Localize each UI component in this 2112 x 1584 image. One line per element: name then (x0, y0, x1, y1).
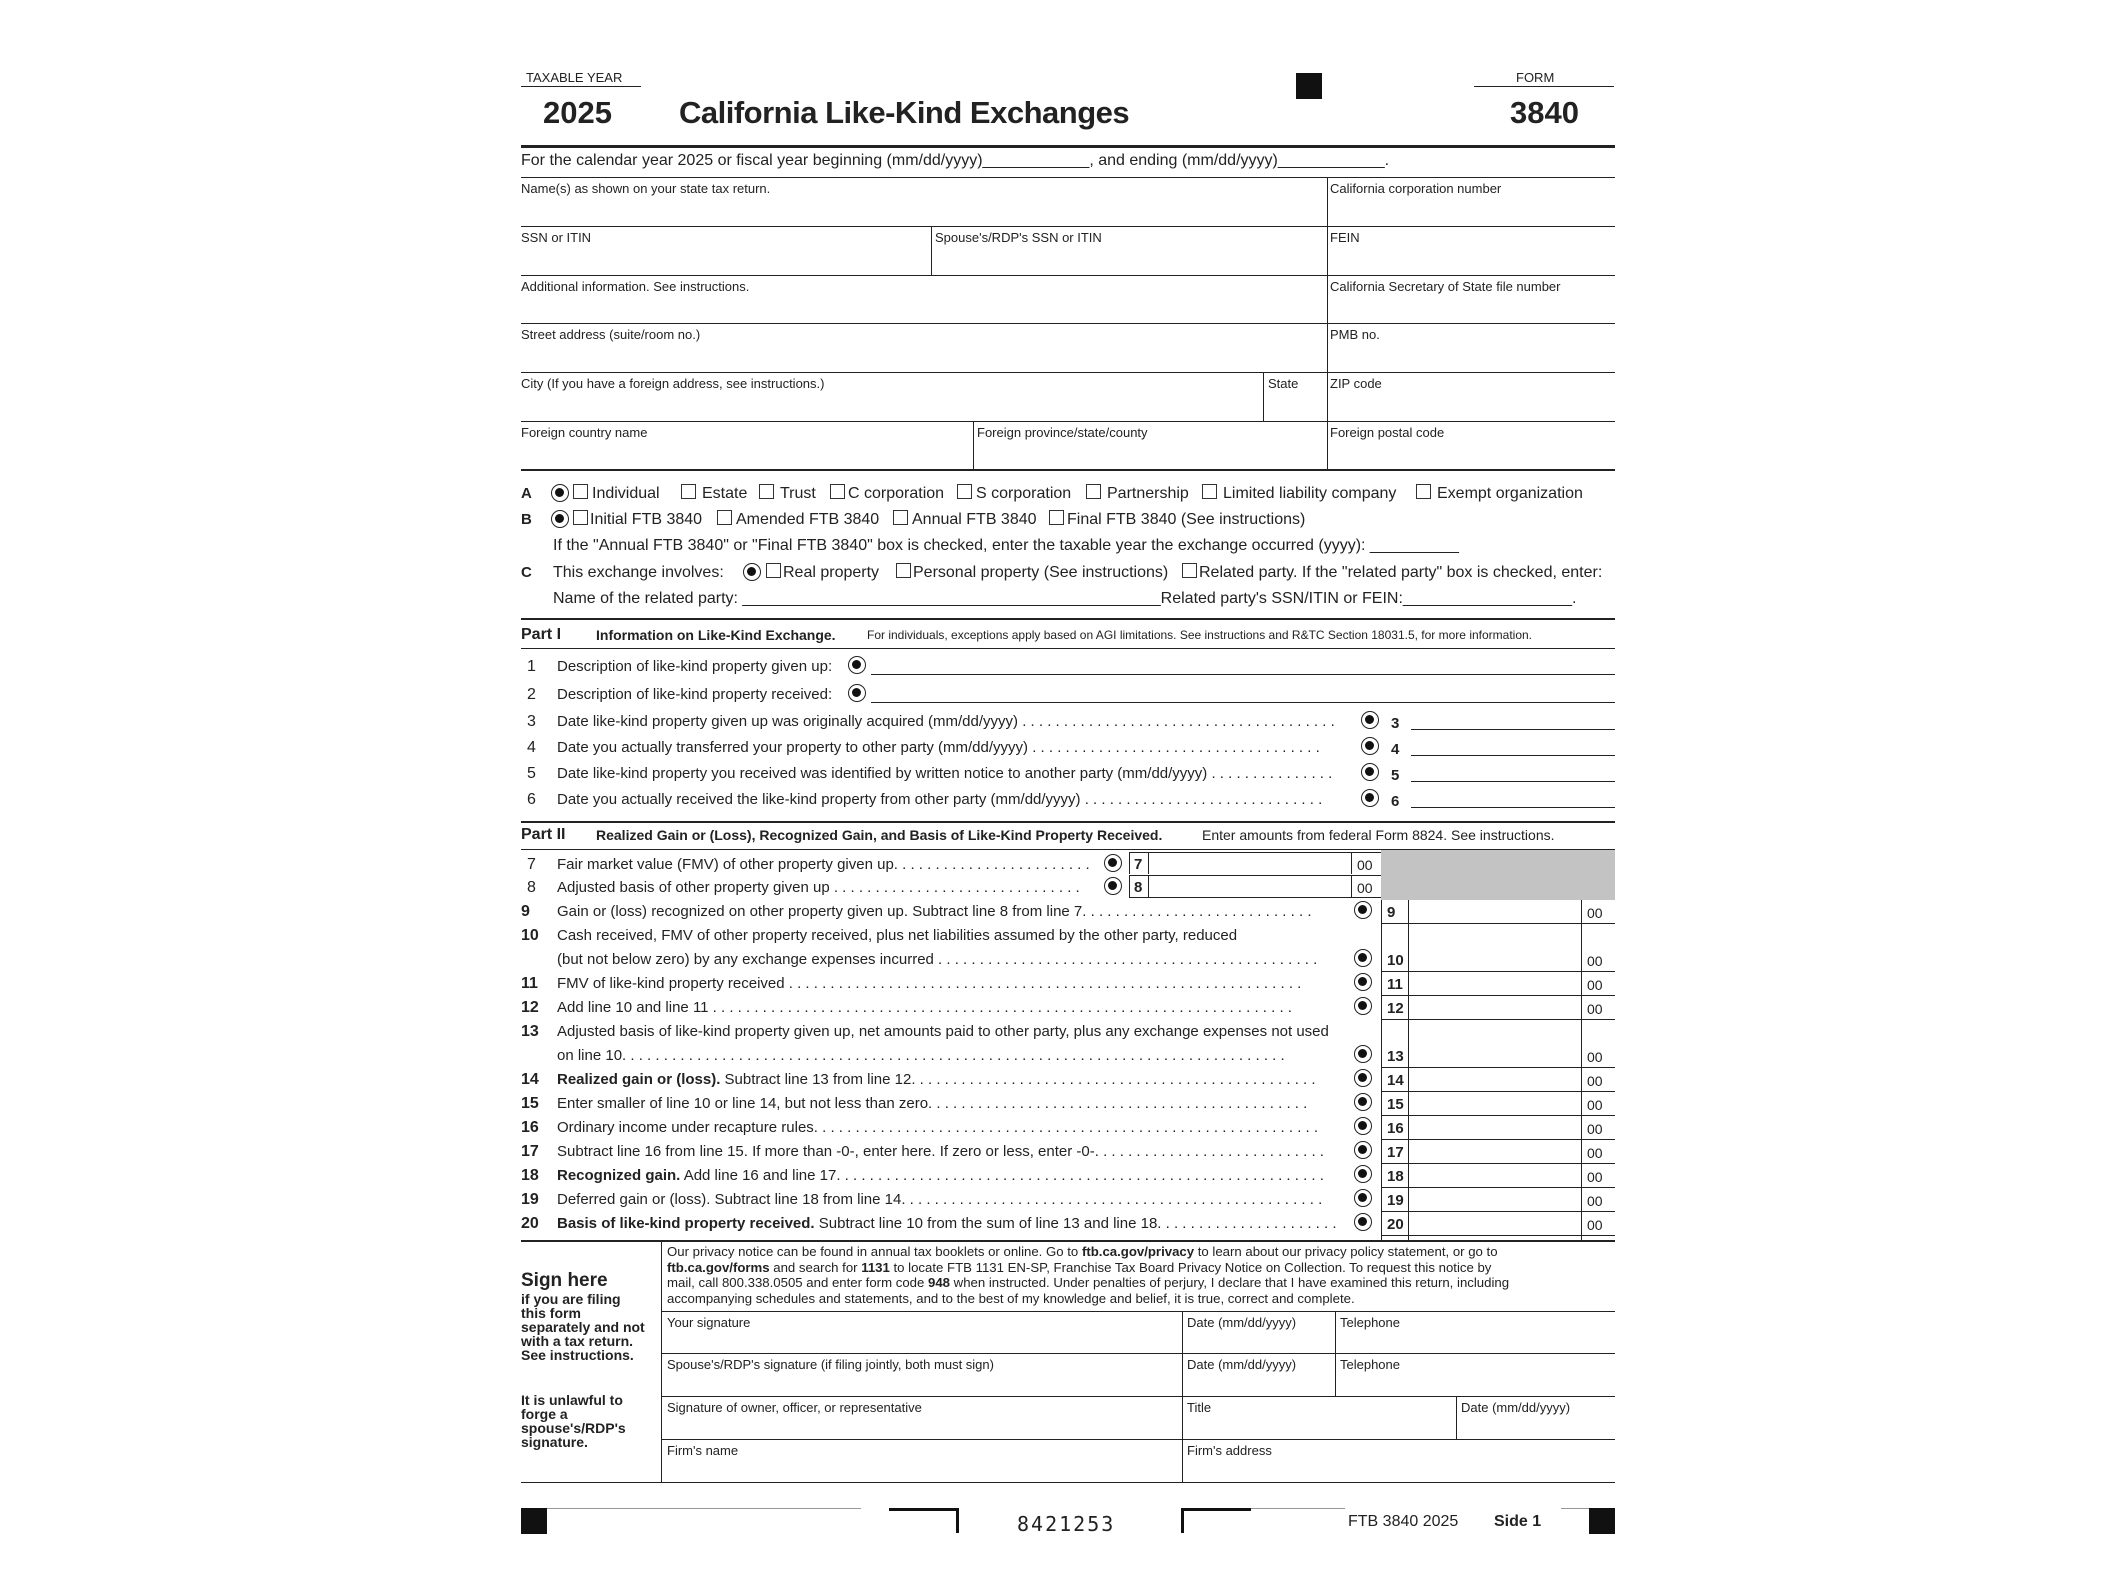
line-box-number: 8 (1134, 879, 1143, 896)
line-box-number: 18 (1387, 1168, 1404, 1185)
divider (521, 648, 1615, 649)
corner-mark (1181, 1508, 1251, 1533)
entry-bullet-icon (1354, 1189, 1372, 1207)
sign-here-heading: Sign here (521, 1270, 608, 1291)
annual-year-note[interactable]: If the "Annual FTB 3840" or "Final FTB 3840" box is checked, enter the taxable year the exchange occurred (yyyy): __________ (553, 537, 1459, 554)
line-box-number: 7 (1134, 856, 1143, 873)
line-bold-label: Recognized gain. (557, 1167, 681, 1184)
line-number: 16 (521, 1119, 539, 1136)
cents-value: 00 (1587, 1121, 1603, 1137)
entry-bullet-icon (1354, 1069, 1372, 1087)
option-estate: Estate (702, 485, 748, 502)
divider (1335, 1311, 1336, 1396)
line-box-number: 6 (1391, 793, 1400, 810)
entry-bullet-icon (1361, 711, 1379, 729)
forms-link[interactable]: ftb.ca.gov/forms (667, 1259, 770, 1275)
tax-year: 2025 (543, 95, 612, 130)
cents-value: 00 (1587, 1169, 1603, 1185)
exchange-involves-label: This exchange involves: (553, 564, 724, 581)
line-description: Subtract line 10 from the sum of line 13 and line 18. . . . . . . . . . . . . . . . . . . . . . (818, 1215, 1337, 1232)
date-entry-line[interactable] (1411, 755, 1615, 756)
owner-signature-field[interactable]: Signature of owner, officer, or representative (667, 1400, 922, 1415)
checkbox-c-corporation[interactable] (830, 484, 845, 499)
option-final: Final FTB 3840 (See instructions) (1067, 511, 1306, 528)
form-code: 8421253 (1017, 1512, 1116, 1536)
names-field[interactable]: Name(s) as shown on your state tax return. (521, 181, 771, 196)
amount-field[interactable] (1408, 995, 1581, 1019)
registration-mark (1296, 73, 1322, 99)
cents-value: 00 (1587, 1097, 1603, 1113)
line-description: Add line 10 and line 11 . . . . . . . . . . . . . . . . . . . . . . . . . . . . . . . . . . . . . . . . . . . . . . . . . . . . . . . . . . . . . . . . . . . . . . (557, 999, 1292, 1016)
checkbox-initial[interactable] (573, 510, 588, 525)
line-description: Enter smaller of line 10 or line 14, but not less than zero. . . . . . . . . . . . . . . . . . . . . . . . . . . . . . . . . . . . . . . . . . . . . . (557, 1095, 1308, 1112)
form-label: FORM (1516, 70, 1555, 85)
divider (1129, 897, 1381, 898)
line-text: Fair market value (FMV) of other property given up. . . . . . . . . . . . . . . . . . . . . . . . (557, 856, 1090, 873)
divider (661, 1396, 1615, 1397)
divider (661, 1439, 1615, 1440)
fein-field[interactable]: FEIN (1330, 230, 1360, 245)
line-number: 15 (521, 1095, 539, 1112)
line-number: 2 (527, 686, 536, 703)
divider (1474, 86, 1614, 87)
date-entry-line[interactable] (1411, 781, 1615, 782)
option-exempt-organization: Exempt organization (1437, 485, 1583, 502)
entry-bullet-icon (1354, 1117, 1372, 1135)
registration-mark (1589, 1508, 1615, 1534)
part2-title: Realized Gain or (Loss), Recognized Gain, and Basis of Like-Kind Property Received. (596, 827, 1163, 843)
divider (1381, 900, 1382, 1240)
line-text (557, 1071, 1316, 1088)
header-rule (521, 145, 1615, 148)
checkbox-trust[interactable] (759, 484, 774, 499)
section-b-letter: B (521, 511, 532, 528)
additional-info-field[interactable]: Additional information. See instructions. (521, 279, 750, 294)
amount-field[interactable] (1408, 1043, 1581, 1067)
option-trust: Trust (780, 485, 816, 502)
divider (547, 1508, 861, 1509)
line-bold-label: Realized gain or (loss). (557, 1071, 721, 1088)
cents-value: 00 (1587, 1073, 1603, 1089)
taxable-year-label: TAXABLE YEAR (526, 70, 623, 85)
option-individual: Individual (592, 485, 660, 502)
divider (1381, 1019, 1615, 1020)
line-text: Date you actually received the like-kind property from other party (mm/dd/yyyy) . . . . . . . . . . . . . . . . . . . . . . . . . . . . . (557, 791, 1323, 808)
description-entry-line[interactable] (871, 674, 1615, 675)
cents-value: 00 (1357, 880, 1373, 896)
date1-field[interactable]: Date (mm/dd/yyyy) (1187, 1315, 1297, 1330)
amount-field[interactable] (1408, 971, 1581, 995)
line-number: 8 (527, 879, 536, 896)
firm-name-field[interactable]: Firm's name (667, 1443, 739, 1458)
cents-value: 00 (1587, 1145, 1603, 1161)
option-real-property: Real property (783, 564, 880, 581)
part1-label: Part I (521, 626, 562, 643)
line-description: Subtract line 16 from line 15. If more than -0-, enter here. If zero or less, enter -0-. . . . . . . . . . . . . . . . . . . . . . . . . . . . (557, 1143, 1324, 1160)
line-box-number: 3 (1391, 715, 1400, 732)
amount-field[interactable] (1408, 1067, 1581, 1091)
divider (661, 1353, 1615, 1354)
divider (521, 469, 1615, 471)
line-text (557, 1167, 1324, 1184)
telephone1-field[interactable]: Telephone (1340, 1315, 1400, 1330)
checkbox-annual[interactable] (893, 510, 908, 525)
entry-bullet-icon (1354, 1093, 1372, 1111)
entry-bullet-icon (1104, 854, 1122, 872)
divider (521, 226, 1615, 227)
section-a-letter: A (521, 485, 532, 502)
part1-note: For individuals, exceptions apply based on AGI limitations. See instructions and R&TC Section 18031.5, for more information. (867, 628, 1533, 642)
line-bold-label: Basis of like-kind property received. (557, 1215, 815, 1232)
entry-bullet-icon (551, 484, 569, 502)
option-amended: Amended FTB 3840 (736, 511, 880, 528)
divider (1456, 1396, 1457, 1439)
divider (931, 226, 932, 275)
spouse-ssn-field[interactable]: Spouse's/RDP's SSN or ITIN (935, 230, 1102, 245)
option-annual: Annual FTB 3840 (912, 511, 1037, 528)
line-description: Adjusted basis of like-kind property given up, net amounts paid to other party, plus any exchange expenses not used (557, 1023, 1329, 1040)
checkbox-real-property[interactable] (766, 563, 781, 578)
sign-here-sub: if you are filing this form separately and not with a tax return. See instructions. (521, 1291, 645, 1363)
checkbox-exempt-organization[interactable] (1416, 484, 1431, 499)
entry-bullet-icon (848, 684, 866, 702)
amount-field[interactable] (1408, 947, 1581, 971)
part1-title: Information on Like-Kind Exchange. (596, 627, 836, 643)
related-party-line[interactable]: Name of the related party: _______________________________________________Related party's SSN/ITIN or FEIN:___________________. (553, 590, 1577, 607)
divider (661, 1242, 662, 1482)
divider (1381, 923, 1615, 924)
entry-bullet-icon (1354, 973, 1372, 991)
registration-mark (521, 1508, 547, 1534)
line-number: 18 (521, 1167, 539, 1184)
option-c-corporation: C corporation (848, 485, 945, 502)
foreign-country-field[interactable]: Foreign country name (521, 425, 648, 440)
divider (661, 1311, 1615, 1312)
entry-bullet-icon (551, 510, 569, 528)
entry-bullet-icon (1354, 1141, 1372, 1159)
line-text: Description of like-kind property received: (557, 686, 833, 703)
entry-bullet-icon (1354, 901, 1372, 919)
checkbox-amended[interactable] (717, 510, 732, 525)
entry-bullet-icon (1361, 789, 1379, 807)
divider (521, 821, 1615, 823)
option-personal-property: Personal property (See instructions) (913, 564, 1169, 581)
line-box-number: 14 (1387, 1072, 1404, 1089)
amount-field[interactable] (1149, 875, 1351, 897)
date-entry-line[interactable] (1411, 807, 1615, 808)
firm-address-field[interactable]: Firm's address (1187, 1443, 1272, 1458)
line-box-number: 12 (1387, 1000, 1404, 1017)
line-box-number: 5 (1391, 767, 1400, 784)
entry-bullet-icon (1104, 877, 1122, 895)
line-text: Date you actually transferred your property to other party (mm/dd/yyyy) . . . . . . . . . . . . . . . . . . . . . . . . . . . . . . . . . . . (557, 739, 1320, 756)
footer-side: Side 1 (1494, 1513, 1542, 1530)
divider (521, 1482, 1615, 1483)
sos-file-number-field[interactable]: California Secretary of State file number (1330, 279, 1561, 294)
date-entry-line[interactable] (1411, 729, 1615, 730)
cents-value: 00 (1587, 977, 1603, 993)
option-initial: Initial FTB 3840 (590, 511, 703, 528)
foreign-province-field[interactable]: Foreign province/state/county (977, 425, 1148, 440)
entry-bullet-icon (1354, 997, 1372, 1015)
form-page (521, 0, 1615, 1584)
checkbox-llc[interactable] (1202, 484, 1217, 499)
line-text (557, 1143, 1324, 1160)
divider (1263, 372, 1264, 421)
divider (1408, 900, 1409, 1240)
ssn-field[interactable]: SSN or ITIN (521, 230, 592, 245)
entry-bullet-icon (848, 656, 866, 674)
divider (1182, 1311, 1183, 1482)
divider (1581, 900, 1582, 1240)
cents-value: 00 (1587, 1193, 1603, 1209)
ca-corp-number-field[interactable]: California corporation number (1330, 181, 1502, 196)
footer-form-ref: FTB 3840 2025 (1348, 1513, 1459, 1530)
spouse-signature-field[interactable]: Spouse's/RDP's signature (if filing jointly, both must sign) (667, 1357, 994, 1372)
line-description: Ordinary income under recapture rules. . . . . . . . . . . . . . . . . . . . . . . . . . . . . . . . . . . . . . . . . . . . . . . . . . . . . . . . . . . . . (557, 1119, 1319, 1136)
divider (521, 1240, 1615, 1242)
line-text: Date like-kind property you received was identified by written notice to another party (mm/dd/yyyy) . . . . . . . . . . . . . . . (557, 765, 1333, 782)
entry-bullet-icon (1354, 1213, 1372, 1231)
line-text: Date like-kind property given up was originally acquired (mm/dd/yyyy) . . . . . . . . . . . . . . . . . . . . . . . . . . . . . . . . . . . . . . (557, 713, 1335, 730)
title-field[interactable]: Title (1187, 1400, 1212, 1415)
line-box-number: 19 (1387, 1192, 1404, 1209)
telephone2-field[interactable]: Telephone (1340, 1357, 1400, 1372)
line-number: 17 (521, 1143, 539, 1160)
line-box-number: 13 (1387, 1048, 1404, 1065)
line-description: Subtract line 13 from line 12. . . . . . . . . . . . . . . . . . . . . . . . . . . . . . . . . . . . . . . . . . . . . . . . . (724, 1071, 1316, 1088)
amount-field[interactable] (1408, 1211, 1581, 1235)
line-description: Deferred gain or (loss). Subtract line 18 from line 14. . . . . . . . . . . . . . . . . . . . . . . . . . . . . . . . . . . . . . . . . . . . . . . . . . . (557, 1191, 1323, 1208)
section-c-letter: C (521, 564, 532, 581)
cents-value: 00 (1587, 1001, 1603, 1017)
date3-field[interactable]: Date (mm/dd/yyyy) (1461, 1400, 1571, 1415)
entry-bullet-icon (1361, 763, 1379, 781)
divider (973, 421, 974, 469)
line-number: 6 (527, 791, 536, 808)
line-number: 9 (521, 903, 530, 920)
amount-field[interactable] (1408, 1091, 1581, 1115)
line-number: 3 (527, 713, 536, 730)
line-box-number: 9 (1387, 904, 1396, 921)
amount-field[interactable] (1408, 1139, 1581, 1163)
entry-bullet-icon (1361, 737, 1379, 755)
line-number: 5 (527, 765, 536, 782)
part2-label: Part II (521, 826, 566, 843)
divider (1381, 1235, 1615, 1236)
cents-value: 00 (1587, 953, 1603, 969)
line-number: 19 (521, 1191, 539, 1208)
line-description: Cash received, FMV of other property received, plus net liabilities assumed by the other party, reduced (557, 927, 1238, 944)
form-number: 3840 (1510, 95, 1579, 130)
line-description: Gain or (loss) recognized on other property given up. Subtract line 8 from line 7. . . . . . . . . . . . . . . . . . . . . . . . . . . . (557, 903, 1312, 920)
line-box-number: 10 (1387, 952, 1404, 969)
line-text (557, 1095, 1307, 1112)
checkbox-s-corporation[interactable] (957, 484, 972, 499)
line-text (557, 1215, 1337, 1232)
option-llc: Limited liability company (1223, 485, 1397, 502)
amount-field[interactable] (1408, 1115, 1581, 1139)
line-number: 7 (527, 856, 536, 873)
date2-field[interactable]: Date (mm/dd/yyyy) (1187, 1357, 1297, 1372)
line-box-number: 11 (1387, 976, 1403, 993)
divider (521, 275, 1615, 276)
foreign-postal-field[interactable]: Foreign postal code (1330, 425, 1445, 440)
divider (521, 177, 1615, 178)
line-description: Add line 16 and line 17. . . . . . . . . . . . . . . . . . . . . . . . . . . . . . . . . . . . . . . . . . . . . . . . . . . . . . . . . . . (683, 1167, 1324, 1184)
corner-mark (889, 1508, 959, 1533)
option-partnership: Partnership (1107, 485, 1189, 502)
your-signature-field[interactable]: Your signature (667, 1315, 751, 1330)
option-related-party: Related party. If the "related party" box is checked, enter: (1199, 564, 1603, 581)
entry-bullet-icon (1354, 949, 1372, 967)
entry-bullet-icon (1354, 1045, 1372, 1063)
checkbox-estate[interactable] (681, 484, 696, 499)
line-box-number: 17 (1387, 1144, 1404, 1161)
line-text (557, 975, 1301, 992)
line-number: 13 (521, 1023, 539, 1040)
cents-value: 00 (1587, 905, 1603, 921)
checkbox-final[interactable] (1049, 510, 1064, 525)
checkbox-personal-property[interactable] (896, 563, 911, 578)
line-text (557, 1191, 1322, 1208)
privacy-link[interactable]: ftb.ca.gov/privacy (1081, 1244, 1195, 1259)
amount-field[interactable] (1408, 1187, 1581, 1211)
line-number: 11 (521, 975, 538, 992)
divider (1251, 1508, 1345, 1509)
cents-value: 00 (1587, 1217, 1603, 1233)
city-field[interactable]: City (If you have a foreign address, see instructions.) (521, 376, 825, 391)
amount-field[interactable] (1408, 899, 1581, 923)
street-address-field[interactable]: Street address (suite/room no.) (521, 327, 701, 342)
part2-note: Enter amounts from federal Form 8824. See instructions. (1202, 827, 1555, 843)
line-text (557, 1119, 1318, 1136)
cents-value: 00 (1357, 857, 1373, 873)
state-field[interactable]: State (1268, 376, 1299, 391)
line-text (557, 927, 1237, 944)
form-title: California Like-Kind Exchanges (679, 95, 1130, 130)
line-box-number: 4 (1391, 741, 1400, 758)
line-box-number: 15 (1387, 1096, 1404, 1113)
pmb-field[interactable]: PMB no. (1330, 327, 1380, 342)
line-description: FMV of like-kind property received . . . . . . . . . . . . . . . . . . . . . . . . . . . . . . . . . . . . . . . . . . . . . . . . . . . . . . . . . . . . . . (557, 975, 1302, 992)
line-text (557, 999, 1292, 1016)
line-number: 10 (521, 927, 539, 944)
amount-field[interactable] (1408, 1163, 1581, 1187)
entry-bullet-icon (1354, 1165, 1372, 1183)
description-entry-line[interactable] (871, 702, 1615, 703)
divider (521, 618, 1615, 620)
option-s-corporation: S corporation (976, 485, 1072, 502)
divider (521, 372, 1615, 373)
line-text-continued: on line 10. . . . . . . . . . . . . . . . . . . . . . . . . . . . . . . . . . . . . . . . . . . . . . . . . . . . . . . . . . . . . . . . . . . . . . . . . . . . . . . . (557, 1047, 1285, 1064)
line-number: 1 (527, 658, 536, 675)
divider (1561, 1508, 1589, 1509)
line-text-continued: (but not below zero) by any exchange expenses incurred . . . . . . . . . . . . . . . . . . . . . . . . . . . . . . . . . . . . . . . . . . . . . . (557, 951, 1318, 968)
unlawful-warning: It is unlawful to forge a spouse's/RDP's signature. (521, 1392, 626, 1450)
period-line[interactable]: For the calendar year 2025 or fiscal year beginning (mm/dd/yyyy)____________, and ending (mm/dd/yyyy)____________. (521, 152, 1390, 169)
zip-field[interactable]: ZIP code (1330, 376, 1382, 391)
line-number: 14 (521, 1071, 539, 1088)
line-text (557, 903, 1311, 920)
cents-value: 00 (1587, 1049, 1603, 1065)
shaded-area (1381, 850, 1615, 900)
entry-bullet-icon (743, 563, 761, 581)
line-text: Description of like-kind property given up: (557, 658, 833, 675)
checkbox-individual[interactable] (573, 484, 588, 499)
line-text (557, 1023, 1329, 1040)
divider (521, 323, 1615, 324)
line-number: 20 (521, 1215, 539, 1232)
privacy-notice: Our privacy notice can be found in annual tax booklets or online. Go to ftb.ca.gov/privacy to learn about our privacy policy statement, or go to ftb.ca.gov/forms and search for 1131 to locate FTB 1131 EN-SP, Franchise Tax Board Privacy Notice on Collection. To request this notice by mail, call 800.338.0505 and enter form code 948 when instructed. Under penalties of perjury, I declare that I have examined this return, including accompanying schedules and statements, and to the best of my knowledge and belief, it is true, correct and complete. (667, 1244, 1510, 1306)
line-box-number: 16 (1387, 1120, 1404, 1137)
line-number: 4 (527, 739, 536, 756)
divider (521, 421, 1615, 422)
line-box-number: 20 (1387, 1216, 1404, 1233)
checkbox-related-party[interactable] (1182, 563, 1197, 578)
line-text: Adjusted basis of other property given up . . . . . . . . . . . . . . . . . . . . . . . . . . . . . . (557, 879, 1080, 896)
line-number: 12 (521, 999, 539, 1016)
divider (521, 86, 641, 87)
checkbox-partnership[interactable] (1086, 484, 1101, 499)
amount-field[interactable] (1149, 852, 1351, 874)
